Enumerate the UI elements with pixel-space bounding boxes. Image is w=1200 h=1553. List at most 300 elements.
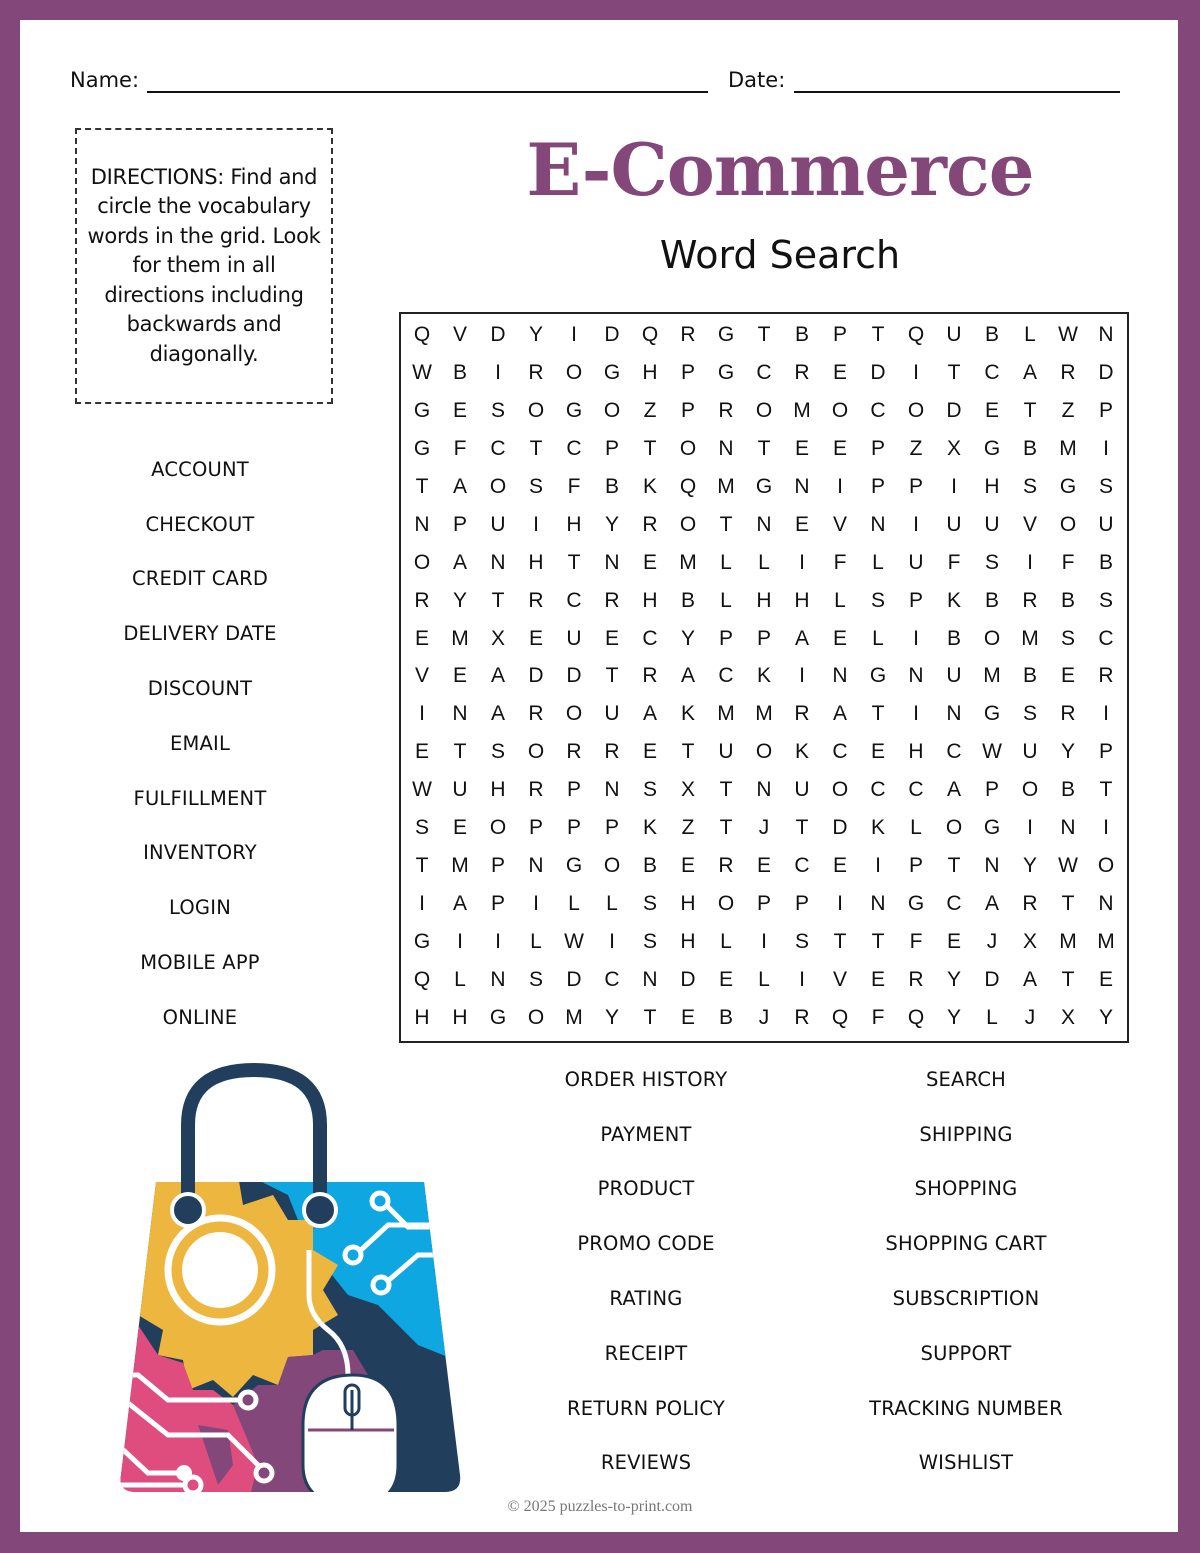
grid-letter[interactable]: P [452, 512, 467, 536]
grid-letter[interactable]: P [490, 854, 505, 878]
grid-letter[interactable]: K [756, 664, 771, 688]
grid-letter[interactable]: I [799, 664, 805, 688]
grid-letter[interactable]: Y [452, 588, 467, 612]
grid-letter[interactable]: O [945, 816, 963, 840]
grid-letter[interactable]: A [1022, 968, 1037, 992]
grid-letter[interactable]: B [680, 588, 695, 612]
grid-letter[interactable]: S [528, 968, 543, 992]
grid-letter[interactable]: N [1060, 816, 1076, 840]
grid-letter[interactable]: M [717, 474, 735, 498]
grid-letter[interactable]: E [680, 1006, 695, 1030]
grid-letter[interactable]: T [1061, 968, 1075, 992]
grid-letter[interactable]: M [983, 664, 1001, 688]
grid-letter[interactable]: O [1059, 512, 1077, 536]
grid-letter[interactable]: S [642, 892, 657, 916]
grid-letter[interactable]: N [1098, 892, 1114, 916]
grid-letter[interactable]: T [871, 702, 885, 726]
grid-letter[interactable]: I [609, 930, 615, 954]
grid-letter[interactable]: E [414, 626, 429, 650]
grid-letter[interactable]: R [1060, 702, 1076, 726]
grid-letter[interactable]: H [642, 588, 658, 612]
grid-letter[interactable]: Y [604, 1006, 619, 1030]
grid-letter[interactable]: R [528, 360, 544, 384]
grid-letter[interactable]: S [1060, 626, 1075, 650]
grid-letter[interactable]: N [718, 436, 734, 460]
grid-letter[interactable]: A [452, 474, 467, 498]
grid-letter[interactable]: B [794, 322, 809, 346]
grid-letter[interactable]: S [870, 588, 885, 612]
grid-letter[interactable]: P [604, 436, 619, 460]
grid-letter[interactable]: P [604, 816, 619, 840]
grid-letter[interactable]: P [756, 626, 771, 650]
grid-letter[interactable]: I [533, 892, 539, 916]
grid-letter[interactable]: U [946, 322, 962, 346]
grid-letter[interactable]: S [642, 930, 657, 954]
grid-letter[interactable]: S [984, 550, 999, 574]
grid-letter[interactable]: M [1097, 930, 1115, 954]
grid-letter[interactable]: H [490, 778, 506, 802]
grid-letter[interactable]: R [718, 854, 734, 878]
grid-letter[interactable]: T [719, 778, 733, 802]
grid-letter[interactable]: Z [909, 436, 923, 460]
grid-letter[interactable]: P [1098, 398, 1113, 422]
grid-letter[interactable]: D [604, 322, 620, 346]
grid-letter[interactable]: Y [680, 626, 695, 650]
grid-letter[interactable]: T [415, 474, 429, 498]
grid-letter[interactable]: I [913, 626, 919, 650]
grid-letter[interactable]: F [871, 1006, 885, 1030]
grid-letter[interactable]: L [872, 626, 884, 650]
grid-letter[interactable]: B [642, 854, 657, 878]
grid-letter[interactable]: B [718, 1006, 733, 1030]
grid-letter[interactable]: C [794, 854, 810, 878]
grid-letter[interactable]: Q [413, 322, 431, 346]
grid-letter[interactable]: N [984, 854, 1000, 878]
grid-letter[interactable]: O [907, 398, 925, 422]
grid-letter[interactable]: F [909, 930, 923, 954]
grid-letter[interactable]: E [642, 550, 657, 574]
grid-letter[interactable]: L [530, 930, 542, 954]
grid-letter[interactable]: I [1103, 702, 1109, 726]
grid-letter[interactable]: O [565, 702, 583, 726]
grid-letter[interactable]: T [415, 854, 429, 878]
grid-letter[interactable]: O [603, 398, 621, 422]
grid-letter[interactable]: E [832, 360, 847, 384]
grid-letter[interactable]: P [490, 892, 505, 916]
grid-letter[interactable]: B [1022, 436, 1037, 460]
grid-letter[interactable]: N [490, 550, 506, 574]
grid-letter[interactable]: N [794, 474, 810, 498]
grid-letter[interactable]: I [1103, 436, 1109, 460]
grid-letter[interactable]: U [908, 550, 924, 574]
grid-letter[interactable]: R [642, 512, 658, 536]
grid-letter[interactable]: V [414, 664, 429, 688]
grid-letter[interactable]: K [680, 702, 695, 726]
grid-letter[interactable]: B [1060, 588, 1075, 612]
grid-letter[interactable]: R [794, 360, 810, 384]
grid-letter[interactable]: P [794, 892, 809, 916]
grid-letter[interactable]: C [756, 360, 772, 384]
grid-letter[interactable]: Q [831, 1006, 849, 1030]
grid-letter[interactable]: C [490, 436, 506, 460]
grid-letter[interactable]: L [1024, 322, 1036, 346]
grid-letter[interactable]: C [984, 360, 1000, 384]
grid-letter[interactable]: E [832, 436, 847, 460]
grid-letter[interactable]: Q [907, 322, 925, 346]
grid-letter[interactable]: O [983, 626, 1001, 650]
grid-letter[interactable]: P [870, 474, 885, 498]
grid-letter[interactable]: C [566, 436, 582, 460]
grid-letter[interactable]: T [871, 930, 885, 954]
grid-letter[interactable]: H [642, 360, 658, 384]
grid-letter[interactable]: S [1098, 474, 1113, 498]
grid-letter[interactable]: O [527, 398, 545, 422]
grid-letter[interactable]: A [490, 702, 505, 726]
grid-letter[interactable]: H [452, 1006, 468, 1030]
grid-letter[interactable]: E [984, 398, 999, 422]
grid-letter[interactable]: R [1098, 664, 1114, 688]
grid-letter[interactable]: Q [907, 1006, 925, 1030]
grid-letter[interactable]: E [414, 740, 429, 764]
grid-letter[interactable]: P [908, 474, 923, 498]
grid-letter[interactable]: Y [528, 322, 543, 346]
grid-letter[interactable]: P [528, 816, 543, 840]
grid-letter[interactable]: T [947, 360, 961, 384]
grid-letter[interactable]: E [1098, 968, 1113, 992]
grid-letter[interactable]: E [832, 626, 847, 650]
grid-letter[interactable]: C [946, 740, 962, 764]
grid-letter[interactable]: U [490, 512, 506, 536]
grid-letter[interactable]: R [718, 398, 734, 422]
grid-letter[interactable]: E [452, 816, 467, 840]
grid-letter[interactable]: R [566, 740, 582, 764]
grid-letter[interactable]: E [642, 740, 657, 764]
grid-letter[interactable]: I [875, 854, 881, 878]
grid-letter[interactable]: I [913, 512, 919, 536]
grid-letter[interactable]: E [718, 968, 733, 992]
grid-letter[interactable]: E [452, 398, 467, 422]
grid-letter[interactable]: I [533, 512, 539, 536]
grid-letter[interactable]: N [946, 702, 962, 726]
grid-letter[interactable]: E [528, 626, 543, 650]
grid-letter[interactable]: U [946, 664, 962, 688]
grid-letter[interactable]: G [717, 360, 735, 384]
grid-letter[interactable]: M [451, 854, 469, 878]
grid-letter[interactable]: L [454, 968, 466, 992]
grid-letter[interactable]: C [1098, 626, 1114, 650]
grid-letter[interactable]: I [799, 968, 805, 992]
grid-letter[interactable]: C [566, 588, 582, 612]
grid-letter[interactable]: Z [1061, 398, 1075, 422]
grid-letter[interactable]: I [419, 892, 425, 916]
grid-letter[interactable]: G [413, 930, 431, 954]
grid-letter[interactable]: L [986, 1006, 998, 1030]
grid-letter[interactable]: V [832, 512, 847, 536]
grid-letter[interactable]: B [452, 360, 467, 384]
grid-letter[interactable]: J [986, 930, 998, 954]
grid-letter[interactable]: Y [1098, 1006, 1113, 1030]
grid-letter[interactable]: I [913, 702, 919, 726]
grid-letter[interactable]: H [794, 588, 810, 612]
grid-letter[interactable]: I [457, 930, 463, 954]
grid-letter[interactable]: U [1022, 740, 1038, 764]
grid-letter[interactable]: P [756, 892, 771, 916]
grid-letter[interactable]: P [1098, 740, 1113, 764]
grid-letter[interactable]: D [832, 816, 848, 840]
grid-letter[interactable]: F [567, 474, 581, 498]
grid-letter[interactable]: S [490, 740, 505, 764]
grid-letter[interactable]: P [680, 360, 695, 384]
grid-letter[interactable]: C [718, 664, 734, 688]
grid-letter[interactable]: V [1022, 512, 1037, 536]
grid-letter[interactable]: E [1060, 664, 1075, 688]
grid-letter[interactable]: G [413, 436, 431, 460]
grid-letter[interactable]: D [984, 968, 1000, 992]
grid-letter[interactable]: I [837, 892, 843, 916]
grid-letter[interactable]: G [983, 702, 1001, 726]
grid-letter[interactable]: L [568, 892, 580, 916]
grid-letter[interactable]: O [1021, 778, 1039, 802]
grid-letter[interactable]: H [566, 512, 582, 536]
grid-letter[interactable]: T [719, 512, 733, 536]
name-field[interactable] [147, 91, 708, 93]
grid-letter[interactable]: T [491, 588, 505, 612]
grid-letter[interactable]: Y [1022, 854, 1037, 878]
grid-letter[interactable]: X [1060, 1006, 1075, 1030]
grid-letter[interactable]: I [799, 550, 805, 574]
grid-letter[interactable]: I [1027, 550, 1033, 574]
grid-letter[interactable]: U [946, 512, 962, 536]
grid-letter[interactable]: T [681, 740, 695, 764]
grid-letter[interactable]: B [984, 588, 999, 612]
grid-letter[interactable]: C [870, 778, 886, 802]
grid-letter[interactable]: R [604, 588, 620, 612]
grid-letter[interactable]: R [794, 1006, 810, 1030]
grid-letter[interactable]: X [1022, 930, 1037, 954]
grid-letter[interactable]: I [951, 474, 957, 498]
grid-letter[interactable]: P [566, 778, 581, 802]
grid-letter[interactable]: W [564, 930, 584, 954]
grid-letter[interactable]: H [680, 892, 696, 916]
grid-letter[interactable]: E [756, 854, 771, 878]
grid-letter[interactable]: K [642, 474, 657, 498]
grid-letter[interactable]: J [758, 1006, 770, 1030]
grid-letter[interactable]: C [832, 740, 848, 764]
grid-letter[interactable]: X [680, 778, 695, 802]
grid-letter[interactable]: O [1097, 854, 1115, 878]
grid-letter[interactable]: V [832, 968, 847, 992]
grid-letter[interactable]: W [1058, 322, 1078, 346]
grid-letter[interactable]: P [908, 854, 923, 878]
grid-letter[interactable]: D [490, 322, 506, 346]
grid-letter[interactable]: C [604, 968, 620, 992]
grid-letter[interactable]: E [680, 854, 695, 878]
grid-letter[interactable]: T [567, 550, 581, 574]
grid-letter[interactable]: T [1023, 398, 1037, 422]
grid-letter[interactable]: D [528, 664, 544, 688]
grid-letter[interactable]: Y [946, 968, 961, 992]
grid-letter[interactable]: T [871, 322, 885, 346]
grid-letter[interactable]: Q [679, 474, 697, 498]
grid-letter[interactable]: N [642, 968, 658, 992]
grid-letter[interactable]: O [755, 740, 773, 764]
grid-letter[interactable]: Y [604, 512, 619, 536]
grid-letter[interactable]: S [642, 778, 657, 802]
grid-letter[interactable]: R [1022, 892, 1038, 916]
grid-letter[interactable]: J [1024, 1006, 1036, 1030]
grid-letter[interactable]: U [794, 778, 810, 802]
grid-letter[interactable]: Z [643, 398, 657, 422]
grid-letter[interactable]: G [603, 360, 621, 384]
grid-letter[interactable]: T [643, 1006, 657, 1030]
grid-letter[interactable]: F [1061, 550, 1075, 574]
grid-letter[interactable]: U [452, 778, 468, 802]
grid-letter[interactable]: O [489, 816, 507, 840]
grid-letter[interactable]: T [757, 436, 771, 460]
grid-letter[interactable]: D [680, 968, 696, 992]
grid-letter[interactable]: S [1022, 702, 1037, 726]
grid-letter[interactable]: W [982, 740, 1002, 764]
grid-letter[interactable]: K [946, 588, 961, 612]
grid-letter[interactable]: I [1027, 816, 1033, 840]
grid-letter[interactable]: R [1060, 360, 1076, 384]
grid-letter[interactable]: S [528, 474, 543, 498]
grid-letter[interactable]: D [1098, 360, 1114, 384]
grid-letter[interactable]: M [1021, 626, 1039, 650]
grid-letter[interactable]: R [908, 968, 924, 992]
grid-letter[interactable]: F [947, 550, 961, 574]
grid-letter[interactable]: K [794, 740, 809, 764]
grid-letter[interactable]: P [870, 436, 885, 460]
grid-letter[interactable]: T [719, 816, 733, 840]
grid-letter[interactable]: R [528, 778, 544, 802]
grid-letter[interactable]: W [1058, 854, 1078, 878]
grid-letter[interactable]: H [984, 474, 1000, 498]
grid-letter[interactable]: G [907, 892, 925, 916]
grid-letter[interactable]: O [679, 436, 697, 460]
grid-letter[interactable]: E [946, 930, 961, 954]
grid-letter[interactable]: N [490, 968, 506, 992]
grid-letter[interactable]: T [795, 816, 809, 840]
grid-letter[interactable]: I [571, 322, 577, 346]
grid-letter[interactable]: M [1059, 436, 1077, 460]
grid-letter[interactable]: H [528, 550, 544, 574]
grid-letter[interactable]: O [489, 474, 507, 498]
grid-letter[interactable]: A [1022, 360, 1037, 384]
grid-letter[interactable]: I [495, 360, 501, 384]
grid-letter[interactable]: N [870, 892, 886, 916]
grid-letter[interactable]: R [604, 740, 620, 764]
grid-letter[interactable]: N [756, 512, 772, 536]
grid-letter[interactable]: I [419, 702, 425, 726]
grid-letter[interactable]: N [604, 550, 620, 574]
date-field[interactable] [794, 91, 1120, 93]
grid-letter[interactable]: E [452, 664, 467, 688]
grid-letter[interactable]: C [946, 892, 962, 916]
grid-letter[interactable]: R [414, 588, 430, 612]
grid-letter[interactable]: C [642, 626, 658, 650]
grid-letter[interactable]: T [529, 436, 543, 460]
grid-letter[interactable]: W [412, 778, 432, 802]
grid-letter[interactable]: L [758, 550, 770, 574]
grid-letter[interactable]: D [566, 968, 582, 992]
grid-letter[interactable]: A [794, 626, 809, 650]
grid-letter[interactable]: T [1061, 892, 1075, 916]
grid-letter[interactable]: O [755, 398, 773, 422]
grid-letter[interactable]: Z [681, 816, 695, 840]
grid-letter[interactable]: I [495, 930, 501, 954]
grid-letter[interactable]: M [565, 1006, 583, 1030]
grid-letter[interactable]: R [528, 702, 544, 726]
grid-letter[interactable]: L [872, 550, 884, 574]
grid-letter[interactable]: L [720, 550, 732, 574]
grid-letter[interactable]: T [833, 930, 847, 954]
grid-letter[interactable]: H [756, 588, 772, 612]
grid-letter[interactable]: O [527, 1006, 545, 1030]
grid-letter[interactable]: N [604, 778, 620, 802]
grid-letter[interactable]: O [831, 398, 849, 422]
grid-letter[interactable]: F [453, 436, 467, 460]
grid-letter[interactable]: B [1060, 778, 1075, 802]
grid-letter[interactable]: I [837, 474, 843, 498]
grid-letter[interactable]: I [761, 930, 767, 954]
grid-letter[interactable]: S [794, 930, 809, 954]
grid-letter[interactable]: P [718, 626, 733, 650]
grid-letter[interactable]: S [490, 398, 505, 422]
grid-letter[interactable]: A [984, 892, 999, 916]
grid-letter[interactable]: S [1098, 588, 1113, 612]
grid-letter[interactable]: K [870, 816, 885, 840]
grid-letter[interactable]: B [946, 626, 961, 650]
grid-letter[interactable]: O [831, 778, 849, 802]
grid-letter[interactable]: E [832, 854, 847, 878]
grid-letter[interactable]: P [680, 398, 695, 422]
grid-letter[interactable]: I [913, 360, 919, 384]
grid-letter[interactable]: X [946, 436, 961, 460]
grid-letter[interactable]: T [1099, 778, 1113, 802]
grid-letter[interactable]: R [528, 588, 544, 612]
grid-letter[interactable]: O [603, 854, 621, 878]
grid-letter[interactable]: N [414, 512, 430, 536]
grid-letter[interactable]: D [946, 398, 962, 422]
grid-letter[interactable]: O [527, 740, 545, 764]
grid-letter[interactable]: B [1022, 664, 1037, 688]
grid-letter[interactable]: N [528, 854, 544, 878]
grid-letter[interactable]: U [604, 702, 620, 726]
grid-letter[interactable]: U [984, 512, 1000, 536]
grid-letter[interactable]: N [832, 664, 848, 688]
grid-letter[interactable]: S [414, 816, 429, 840]
grid-letter[interactable]: L [910, 816, 922, 840]
grid-letter[interactable]: G [869, 664, 887, 688]
grid-letter[interactable]: L [834, 588, 846, 612]
grid-letter[interactable]: E [870, 968, 885, 992]
grid-letter[interactable]: T [757, 322, 771, 346]
grid-letter[interactable]: E [794, 436, 809, 460]
grid-letter[interactable]: A [946, 778, 961, 802]
grid-letter[interactable]: E [870, 740, 885, 764]
grid-letter[interactable]: P [908, 588, 923, 612]
grid-letter[interactable]: N [1098, 322, 1114, 346]
grid-letter[interactable]: J [758, 816, 770, 840]
grid-letter[interactable]: T [453, 740, 467, 764]
grid-letter[interactable]: Y [946, 1006, 961, 1030]
grid-letter[interactable]: V [452, 322, 467, 346]
grid-letter[interactable]: O [679, 512, 697, 536]
grid-letter[interactable]: A [832, 702, 847, 726]
grid-letter[interactable]: O [717, 892, 735, 916]
grid-letter[interactable]: I [1103, 816, 1109, 840]
